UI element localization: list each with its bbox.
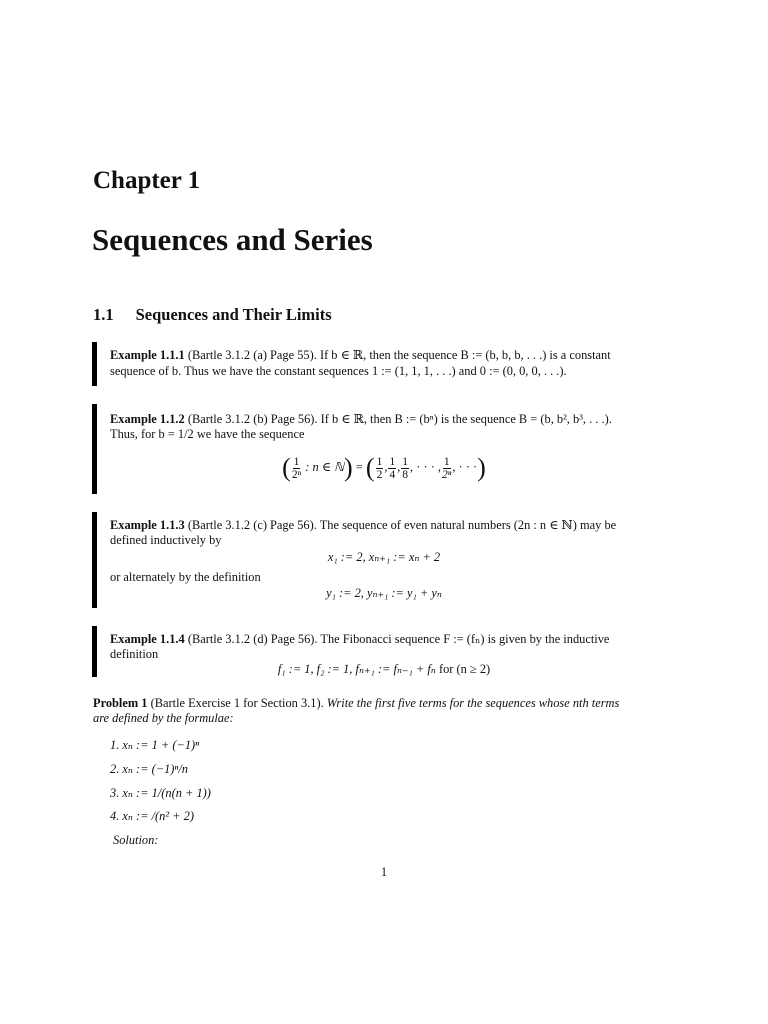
section-heading (93, 305, 332, 325)
example-4-display: f₁ := 1, f₂ := 1, fₙ₊₁ := fₙ₋₁ + fₙ for (n ≥ 2) (277, 662, 491, 676)
example-2-display: ( $\frac{1}{\text{2ⁿ}}$ : n ∈ ℕ) = ( $\frac{1}{2}$ , $\frac{1}{4}$ , $\frac{1}{8}$ , · · · , $\frac{1}{\text{2ⁿ}}$ , · · ·) (282, 453, 486, 483)
problem-item: 2. xₙ := (−1)ⁿ/n (110, 762, 188, 776)
chapter-title: Sequences and Series (92, 222, 373, 257)
problem-item: 1. xₙ := 1 + (−1)ⁿ (110, 738, 200, 752)
problem-item: 3. xₙ := 1/(n(n + 1)) (110, 786, 211, 800)
example-3-display-1: x₁ := 2, xₙ₊₁ := xₙ + 2 (327, 550, 441, 564)
example-3-display-2: y₁ := 2, yₙ₊₁ := y₁ + yₙ (326, 586, 442, 600)
chapter-label: Chapter 1 (93, 167, 201, 194)
section-number: 1.1 (93, 305, 114, 324)
example-1-line-2: sequence of b. Thus we have the constant sequences 1 := (1, 1, 1, . . .) and 0 := (0, 0, 0, . . .). (110, 364, 567, 378)
example-2-line-2: Thus, for b = 1/2 we have the sequence (110, 427, 305, 441)
section-title: Sequences and Their Limits (135, 305, 332, 324)
solution-label: Solution: (113, 833, 159, 847)
example-4-line-1: Example 1.1.4 (Bartle 3.1.2 (d) Page 56). The Fibonacci sequence F := (fₙ) is given by the inductive (110, 632, 610, 646)
problem-line-2: are defined by the formulae: (93, 711, 234, 725)
problem-item: 4. xₙ := /(n² + 2) (110, 809, 194, 823)
example-bar (92, 342, 97, 386)
example-1-line-1: Example 1.1.1 (Bartle 3.1.2 (a) Page 55). If b ∈ ℝ, then the sequence B := (b, b, b, . . .) is a constant (110, 348, 611, 362)
page-number: 1 (380, 865, 388, 879)
example-3-line-2: defined inductively by (110, 533, 222, 547)
problem-line-1: Problem 1 (Bartle Exercise 1 for Section 3.1). Write the first five terms for the sequences whose nth terms (93, 696, 620, 710)
example-4-line-2: definition (110, 647, 159, 661)
example-2-line-1: Example 1.1.2 (Bartle 3.1.2 (b) Page 56). If b ∈ ℝ, then B := (bⁿ) is the sequence B = (b, b², b³, . . .). (110, 412, 612, 426)
example-3-line-1: Example 1.1.3 (Bartle 3.1.2 (c) Page 56). The sequence of even natural numbers (2n : n ∈ ℕ) may be (110, 518, 617, 532)
example-3-line-3: or alternately by the definition (110, 570, 261, 584)
